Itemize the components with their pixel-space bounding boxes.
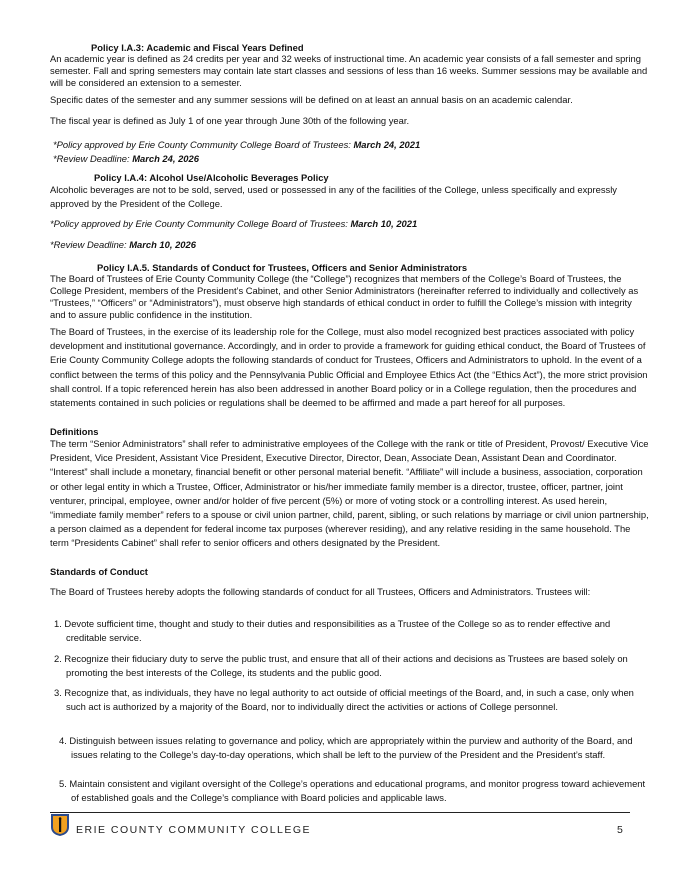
review-label: *Review Deadline: bbox=[53, 153, 133, 164]
review-date: March 24, 2026 bbox=[132, 153, 199, 164]
approval-date: March 10, 2021 bbox=[350, 218, 418, 229]
approval-note bbox=[50, 218, 650, 229]
policy-ia3-title: Policy I.A.3: Academic and Fiscal Years Defined bbox=[91, 42, 304, 53]
approval-label: *Policy approved by Erie County Community College Board of Trustees: bbox=[53, 139, 354, 150]
standards-heading: Standards of Conduct bbox=[50, 566, 148, 577]
list-item: 3. Recognize that, as individuals, they have no legal authority to act outside of official meetings of the Board, and, in such a case, only when such act is authorized by a majority of the Board, nor to individually direct the activities or actions of College personnel. bbox=[54, 687, 634, 713]
approval-note bbox=[53, 139, 653, 150]
review-note bbox=[50, 239, 650, 250]
standards-intro: The Board of Trustees hereby adopts the following standards of conduct for all Trustees, Officers and Administrators. Trustees will: bbox=[50, 586, 591, 597]
policy-ia4-paragraph: Alcoholic beverages are not to be sold, served, used or possessed in any of the facilities of the College, unless specifically and expressly approved by the President of the College. bbox=[50, 184, 617, 210]
list-item: 2. Recognize their fiduciary duty to serve the public trust, and ensure that all of their actions and decisions as Trustees are based solely on promoting the best interests of the College, its students and the public good. bbox=[54, 653, 628, 679]
review-label: *Review Deadline: bbox=[50, 239, 130, 250]
page-number: 5 bbox=[617, 824, 623, 836]
policy-ia5-title: Policy I.A.5. Standards of Conduct for Trustees, Officers and Senior Administrators bbox=[97, 262, 468, 273]
footer-college-name: ERIE COUNTY COMMUNITY COLLEGE bbox=[76, 824, 312, 836]
review-note bbox=[53, 153, 653, 164]
approval-date: March 24, 2021 bbox=[353, 139, 421, 150]
footer-divider bbox=[50, 812, 630, 813]
list-item: 4. Distinguish between issues relating to governance and policy, which are appropriately within the purview and authority of the Board, and issues relating to the College’s day-to-day operations, which shall be left to the purview of the President and the President’s staff. bbox=[59, 735, 633, 761]
policy-ia5-paragraph: The Board of Trustees of Erie County Community College (the “College”) recognizes that members of the College’s Board of Trustees, the College President, members of the President’s Cabinet, and other Senior Administrators (hereinafter referred to individually and collectively as “Trustees,” “Officers” or “Administrators”), must observe high standards of ethical conduct in order to fulfill the College’s mission with integrity and to assure public confidence in the institution. bbox=[50, 273, 639, 320]
policy-ia5-paragraph: The Board of Trustees, in the exercise of its leadership role for the College, must also model recognized best practices associated with policy development and institutional governance. Accordingly, and in order to provide a framework for guiding ethical conduct, the Board of Trustees of Erie County Community College adopts the following standards of conduct for Trustees, Officers and Administrators to uphold. In the event of a conflict between the terms of this policy and the Pennsylvania Public Official and Employee Ethics Act (the “Ethics Act”), the more strict provision shall control. If a topic referenced herein has also been addressed in another Board policy or in a College regulation, then the procedures and statements contained in such policies or regulations shall be deemed to be affirmed and made a part hereof for all purposes. bbox=[50, 326, 648, 409]
list-item: 5. Maintain consistent and vigilant oversight of the College’s operations and educational programs, and monitor progress toward achievement of established goals and the College’s compliance with Board policies and applicable laws. bbox=[59, 778, 646, 804]
definitions-paragraph: The term “Senior Administrators” shall refer to administrative employees of the College with the rank or title of President, Provost/ Executive Vice President, Vice President, Assistant Vice President, Executive Director, Director, Dean, Associate Dean, Assistant Dean and Coordinator. “Interest” shall include a monetary, financial benefit or other personal material benefit. “Affiliate” will include a business, association, corporation or other legal entity in which a Trustee, Officer, Administrator or his/her immediate family member is a director, trustee, officer, partner, joint venturer, principal, employee, owner and/or holder of five percent (5%) or more of voting stock or a controlling interest. As used herein, “immediate family member” refers to a spouse or civil union partner, child, parent, sibling, or such relations by marriage or civil union partnership, a person claimed as a dependent for federal income tax purposes (wherever residing), and any relative residing in the same household. The term “Presidents Cabinet” shall refer to senior officers and others designated by the President. bbox=[50, 438, 649, 549]
policy-ia3-paragraph: An academic year is defined as 24 credits per year and 32 weeks of instructional time. An academic year consists of a fall semester and spring semester. Fall and spring semesters may contain late start classes and sessions of less than 16 weeks. Summer sessions may be available and will be considered an extension to a semester. bbox=[50, 53, 648, 88]
policy-ia4-title: Policy I.A.4: Alcohol Use/Alcoholic Beverages Policy bbox=[94, 172, 329, 183]
policy-ia3-paragraph: The fiscal year is defined as July 1 of one year through June 30th of the following year. bbox=[50, 115, 410, 126]
review-date: March 10, 2026 bbox=[129, 239, 196, 250]
definitions-heading: Definitions bbox=[50, 426, 99, 437]
list-item: 1. Devote sufficient time, thought and study to their duties and responsibilities as a Trustee of the College so as to render effective and creditable service. bbox=[54, 618, 611, 644]
college-shield-logo-icon bbox=[50, 813, 70, 837]
policy-ia3-paragraph: Specific dates of the semester and any summer sessions will be defined on at least an annual basis on an academic calendar. bbox=[50, 94, 573, 105]
approval-label: *Policy approved by Erie County Community College Board of Trustees: bbox=[50, 218, 351, 229]
